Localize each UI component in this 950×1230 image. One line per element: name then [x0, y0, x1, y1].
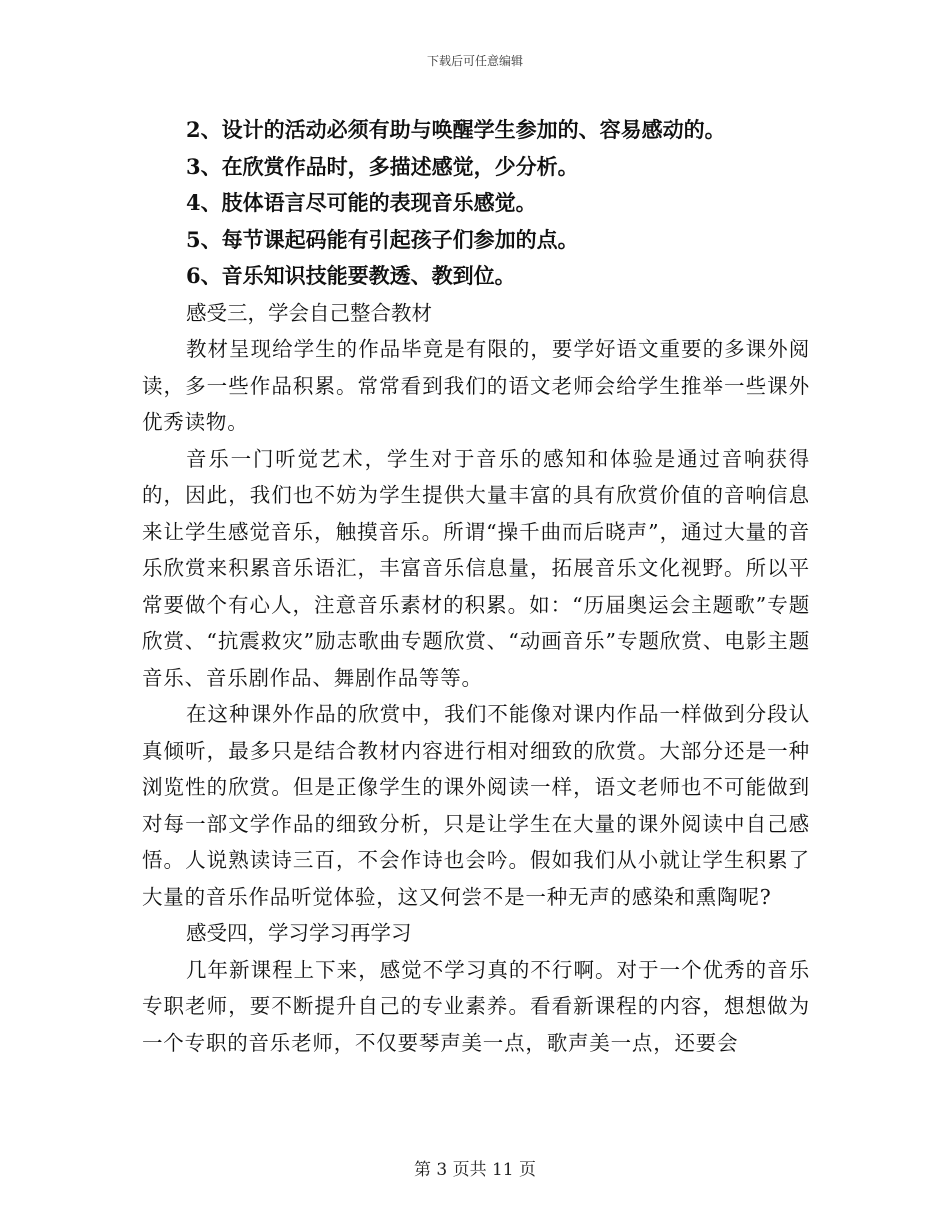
- paragraph: 教材呈现给学生的作品毕竟是有限的，要学好语文重要的多课外阅读，多一些作品积累。常常看到我们的语文老师会给学生推举一些课外优秀读物。: [142, 337, 810, 434]
- paragraph: 音乐一门听觉艺术，学生对于音乐的感知和体验是通过音响获得的，因此，我们也不妨为学生提供大量丰富的具有欣赏价值的音响信息来让学生感觉音乐，触摸音乐。所谓“操千曲而后晓声”，通过大量的音乐欣赏来积累音乐语汇，丰富音乐信息量，拓展音乐文化视野。所以平常要做个有心人，注意音乐素材的积累。如：“历届奥运会主题歌”专题欣赏、“抗震救灾”励志歌曲专题欣赏、“动画音乐”专题欣赏、电影主题音乐、音乐剧作品、舞剧作品等等。: [142, 446, 810, 690]
- paragraph: 在这种课外作品的欣赏中，我们不能像对课内作品一样做到分段认真倾听，最多只是结合教材内容进行相对细致的欣赏。大部分还是一种浏览性的欣赏。但是正像学生的课外阅读一样，语文老师也不可能做到对每一部文学作品的细致分析，只是让学生在大量的课外阅读中自己感悟。人说熟读诗三百，不会作诗也会吟。假如我们从小就让学生积累了大量的音乐作品听觉体验，这又何尝不是一种无声的感染和熏陶呢?: [142, 702, 810, 909]
- paragraph: 几年新课程上下来，感觉不学习真的不行啊。对于一个优秀的音乐专职老师，要不断提升自己的专业素养。看看新课程的内容，想想做为一个专职的音乐老师，不仅要琴声美一点，歌声美一点，还要会: [142, 957, 810, 1055]
- page-header: 下载后可任意编辑: [426, 54, 523, 68]
- list-item: 2、设计的活动必须有助与唤醒学生参加的、容易感动的。: [186, 117, 726, 142]
- section-heading: 感受三，学会自己整合教材: [186, 300, 432, 325]
- list-item: 5、每节课起码能有引起孩子们参加的点。: [186, 226, 579, 252]
- list-item: 3、在欣赏作品时，多描述感觉，少分析。: [186, 153, 579, 179]
- list-item: 6、音乐知识技能要教透、教到位。: [186, 263, 516, 288]
- section-heading: 感受四，学习学习再学习: [186, 921, 412, 945]
- list-item: 4、肢体语言尽可能的表现音乐感觉。: [186, 190, 537, 215]
- page-number: 第 3 页共 11 页: [413, 1160, 537, 1180]
- document-body: [142, 112, 810, 1061]
